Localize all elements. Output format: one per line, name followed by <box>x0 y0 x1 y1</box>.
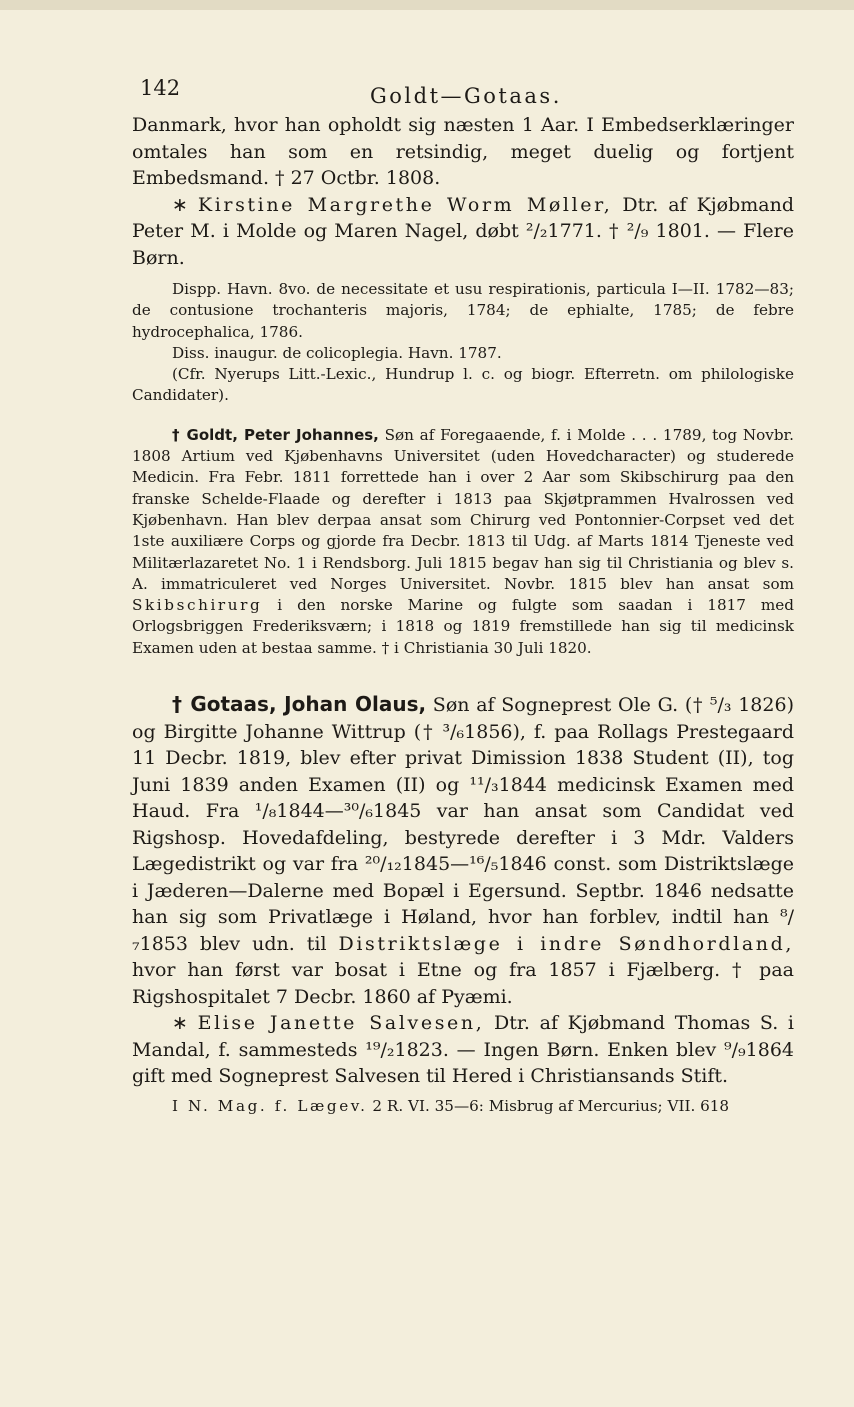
spouse-name: Kirstine Margrethe Worm Møller, <box>197 193 613 216</box>
star-mark: ∗ <box>172 193 188 216</box>
page-top-edge <box>0 0 854 10</box>
entry-text-part2: i den norske Marine og fulgte som saadan i 1817 med Orlogsbriggen Frederiksværn; i 1818 og 1819 fremstillede han sig til medicinsk Examen uden at bestaa samme. † i Christiania 30 Juli 1820. <box>132 596 794 657</box>
bibliography-text: 2 R. VI. 35—6: Misbrug af Mercurius; VII. 618 <box>367 1096 730 1115</box>
entry-spaced-term: Distriktslæge i indre Søndhordland, <box>338 932 795 955</box>
spouse-text: Dtr. af Kjøbmand Thomas S. i Mandal, f. sammesteds ¹⁹/₂1823. — Ingen Børn. Enken blev ⁹/₉1864 gift med Sogneprest Salvesen til Hered i Christiansands Stift. <box>132 1012 794 1088</box>
entry-text-part1: Søn af Sogneprest Ole G. († ⁵/₃ 1826) og Birgitte Johanne Wittrup († ³/₆1856), f. paa Rollags Prestegaard 11 Decbr. 1819, blev efter privat Dimission 1838 Student (II), tog Juni 1839 anden Examen (II) og ¹¹/₃1844 medicinsk Examen med Haud. Fra ¹/₈1844—³⁰/₆1845 var han ansat som Candidat ved Rigshosp. Hovedafdeling, bestyrede derefter i 3 Mdr. Valders Lægedistrikt og var fra ²⁰/₁₂1845—¹⁶/₅1846 const. som Distriktslæge i Jæderen—Dalerne med Bopæl i Egersund. Septbr. 1846 nedsatte han sig som Privatlæge i Høland, hvor han forblev, indtil han ⁸/₇1853 blev udn. til <box>132 694 794 955</box>
entry-text-part2: hvor han først var bosat i Etne og fra 1857 i Fjælberg. † paa Rigshospitalet 7 Decbr. 1860 af Pyæmi. <box>132 959 794 1008</box>
entry-name: † Gotaas, Johan Olaus, <box>172 692 427 717</box>
page-number: 142 <box>140 76 181 100</box>
entry-text-part1: Søn af Foregaaende, f. i Molde . . . 1789, tog Novbr. 1808 Artium ved Kjøbenhavns Universitet (uden Hovedcharacter) og studerede Medicin. Fra Febr. 1811 forrettede han i over 2 Aar som Skibschirurg paa den franske Schelde-Flaade og derefter i 1813 paa Skjøtprammen Hvalrossen ved Kjøbenhavn. Han blev derpaa ansat som Chirurg ved Pontonnier-Corpset ved det 1ste auxiliære Corps og gjorde fra Decbr. 1813 til Udg. af Marts 1814 Tjeneste ved Militærlazaretet No. 1 i Rendsborg. Juli 1815 begav han sig til Christiania og blev s. A. immatriculeret ved Norges Universitet. Novbr. 1815 blev han ansat som <box>132 425 794 593</box>
bibliography-mag <box>132 1096 794 1117</box>
running-title: Goldt—Gotaas. <box>370 84 562 108</box>
bibliography-cfr: (Cfr. Nyerups Litt.-Lexic., Hundrup l. c. og biogr. Efterretn. om philologiske Candidater). <box>132 365 794 405</box>
bibliography-diss: Diss. inaugur. de colicoplegia. Havn. 1787. <box>172 343 502 362</box>
entry-goldt-peter-johannes <box>132 425 794 659</box>
bibliography-dispp: Dispp. Havn. 8vo. de necessitate et usu respirationis, particula I—II. 1782—83; de contusione trochanteris majoris, 1784; de ephialte, 1785; de febre hydrocephalica, 1786. <box>132 280 794 341</box>
spouse-text: Dtr. af Kjøbmand Peter M. i Molde og Maren Nagel, døbt ²/₂1771. † ²/₉ 1801. — Flere Børn. <box>132 193 795 269</box>
star-mark: ∗ <box>172 1012 188 1035</box>
bibliography-source: I N. Mag. f. Lægev. <box>172 1096 368 1115</box>
entry-name: † Goldt, Peter Johannes, <box>172 425 379 444</box>
page-content <box>132 72 794 1117</box>
entry-gotaas-johan-olaus <box>132 691 794 1010</box>
spouse-entry-moller <box>132 192 794 272</box>
entry-spaced-term: Skibschirurg <box>132 596 263 615</box>
paragraph-continuation: Danmark, hvor han opholdt sig næsten 1 Aar. I Embedserklæringer omtales han som en retsindig, meget duelig og fortjent Embedsmand. † 27 Octbr. 1808. <box>132 114 794 189</box>
spouse-name: Elise Janette Salvesen, <box>197 1012 485 1035</box>
page-header <box>132 72 794 112</box>
spouse-entry-salvesen <box>132 1010 794 1090</box>
